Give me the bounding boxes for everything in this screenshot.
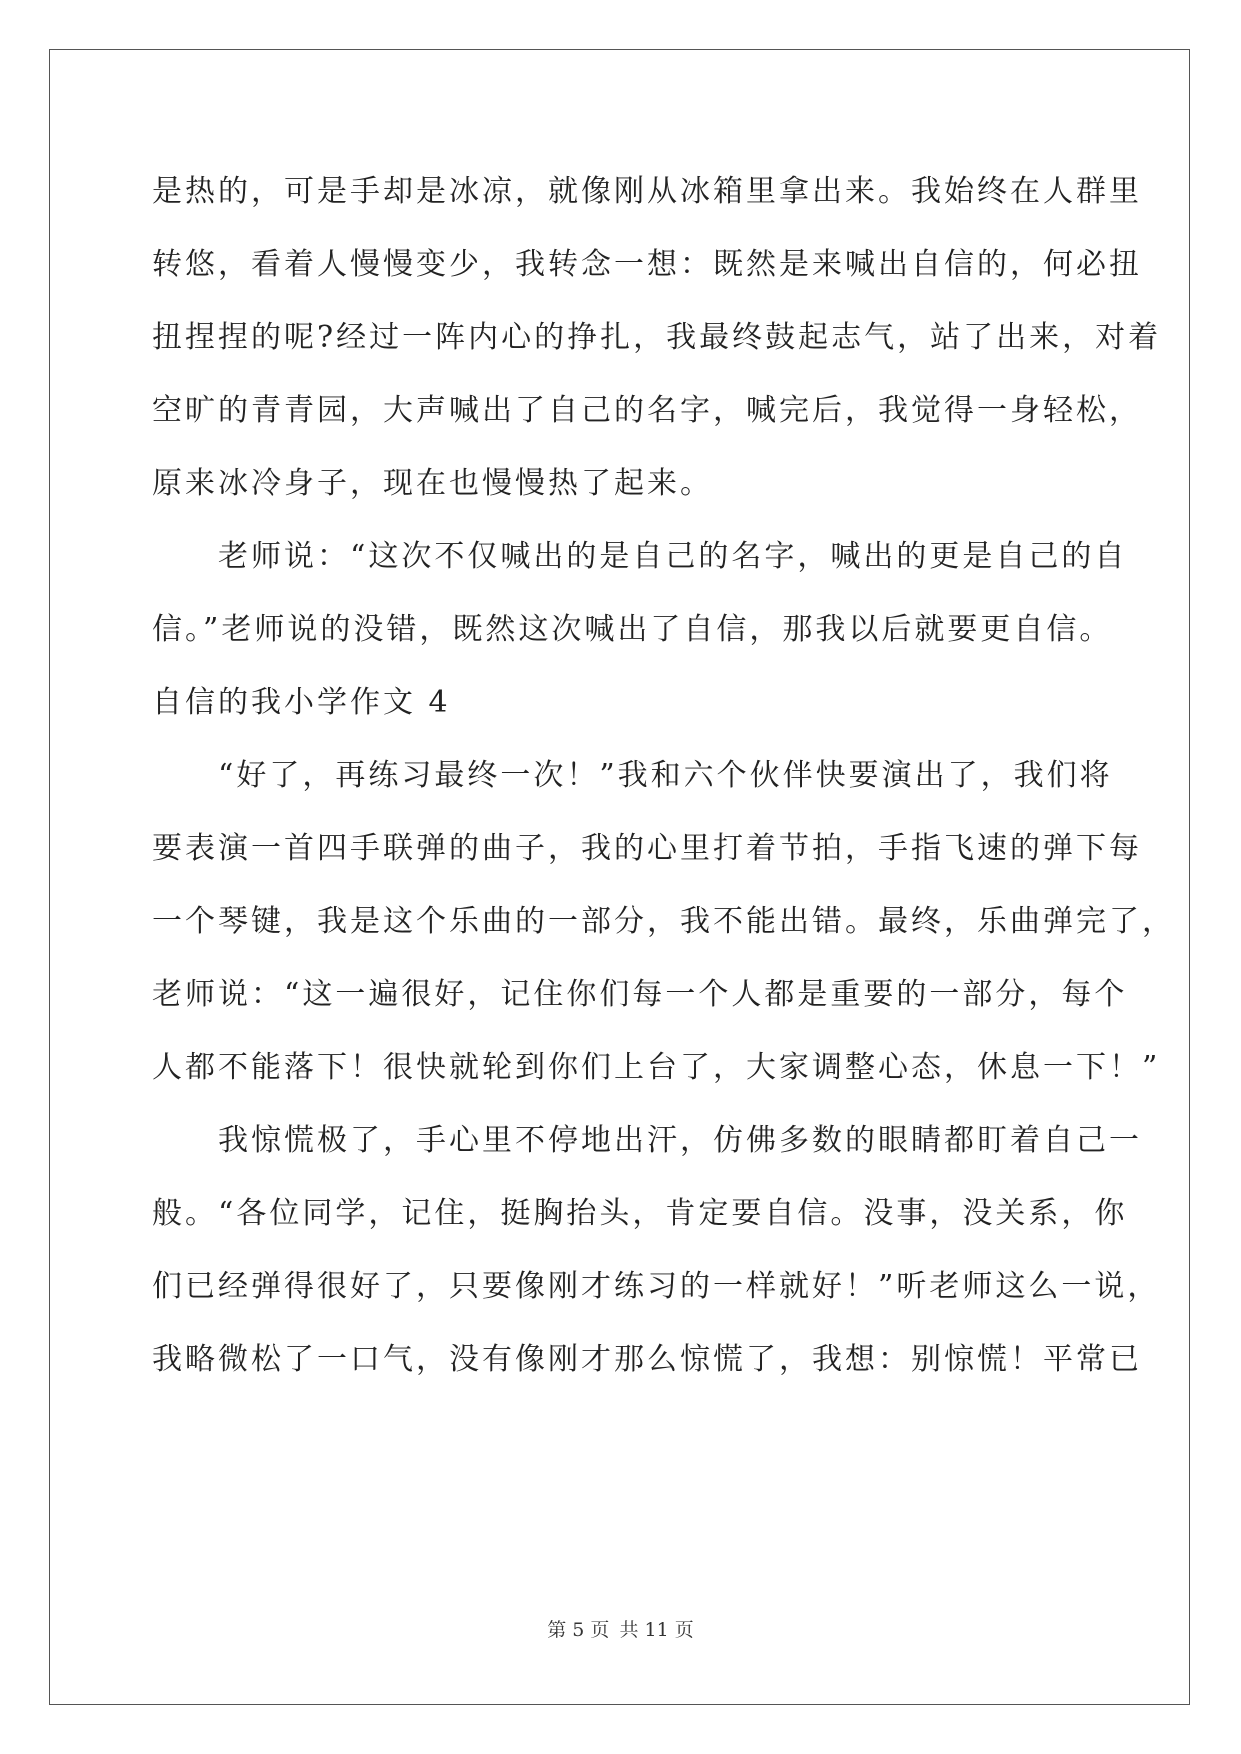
text-line: 转悠，看着人慢慢变少，我转念一想：既然是来喊出自信的，何必扭	[152, 247, 1142, 282]
text-line: 我略微松了一口气，没有像刚才那么惊慌了，我想：别惊慌！平常已	[152, 1342, 1142, 1377]
text-line: 空旷的青青园，大声喊出了自己的名字，喊完后，我觉得一身轻松，	[152, 393, 1142, 428]
page-total: 共 11 页	[619, 1619, 694, 1641]
page-number: 第 5 页	[547, 1619, 610, 1641]
text-line: 原来冰冷身子，现在也慢慢热了起来。	[152, 466, 713, 501]
text-line: 要表演一首四手联弹的曲子，我的心里打着节拍，手指飞速的弹下每	[152, 831, 1142, 866]
text-line: 般。“各位同学，记住，挺胸抬头，肯定要自信。没事，没关系，你	[152, 1196, 1128, 1231]
section-heading: 自信的我小学作文 4	[152, 685, 451, 720]
text-line: 是热的，可是手却是冰凉，就像刚从冰箱里拿出来。我始终在人群里	[152, 174, 1142, 209]
text-line: 扭捏捏的呢?经过一阵内心的挣扎，我最终鼓起志气，站了出来，对着	[152, 320, 1162, 355]
page-border	[49, 49, 1190, 1705]
text-line: 我惊慌极了，手心里不停地出汗，仿佛多数的眼睛都盯着自己一	[152, 1123, 1142, 1158]
text-line: 老师说：“这一遍很好，记住你们每一个人都是重要的一部分，每个	[152, 977, 1128, 1012]
text-line: 一个琴键，我是这个乐曲的一部分，我不能出错。最终，乐曲弹完了，	[152, 904, 1175, 939]
text-line: 信。”老师说的没错，既然这次喊出了自信，那我以后就要更自信。	[152, 612, 1113, 647]
text-line: “好了，再练习最终一次！”我和六个伙伴快要演出了，我们将	[152, 758, 1113, 793]
text-line: 们已经弹得很好了，只要像刚才练习的一样就好！”听老师这么一说，	[152, 1269, 1161, 1304]
page-footer	[0, 1618, 1241, 1642]
text-line: 老师说：“这次不仅喊出的是自己的名字，喊出的更是自己的自	[152, 539, 1128, 574]
text-line: 人都不能落下！很快就轮到你们上台了，大家调整心态，休息一下！”	[152, 1050, 1161, 1085]
